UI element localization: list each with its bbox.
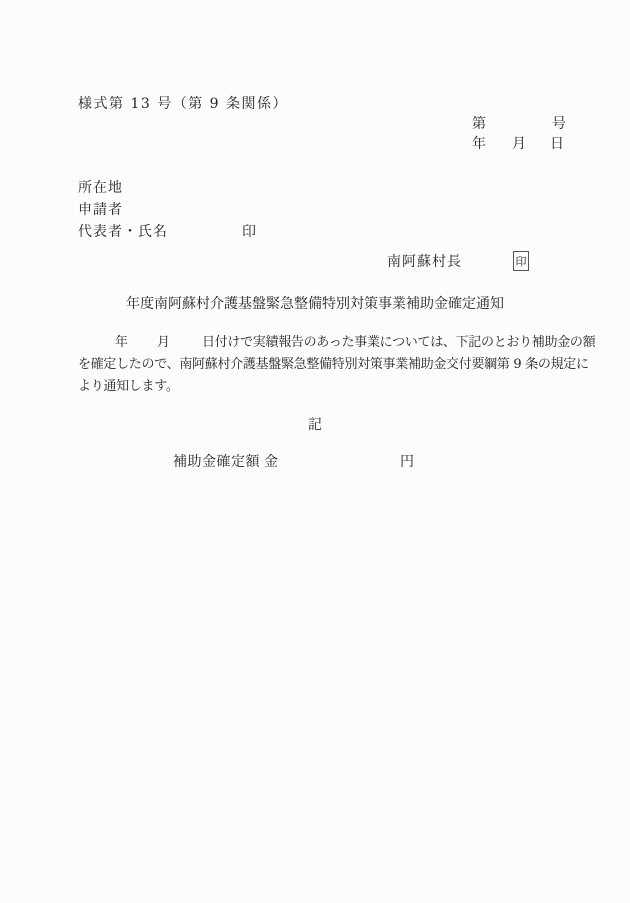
representative-name-label: 代表者・氏名 — [78, 224, 168, 240]
address-label: 所在地 — [78, 180, 123, 196]
body-line-1: 日付けで実績報告のあった事業については、下記のとおり補助金の額 — [202, 335, 596, 350]
body-line-2: を確定したので、南阿蘇村介護基盤緊急整備特別対策事業補助金交付要綱第 9 条の規定に — [78, 357, 589, 372]
representative-seal-mark: 印 — [242, 224, 256, 240]
doc-number-suffix: 号 — [552, 116, 566, 132]
body-line-3: より通知します。 — [78, 379, 179, 394]
date-month-label: 月 — [512, 136, 526, 152]
date-day-label: 日 — [550, 136, 564, 152]
body-month-label: 月 — [157, 335, 170, 350]
doc-number-prefix: 第 — [472, 116, 486, 132]
amount-currency-suffix: 円 — [400, 454, 414, 470]
issuer-title: 南阿蘇村長 — [387, 254, 462, 270]
document-title: 年度南阿蘇村介護基盤緊急整備特別対策事業補助金確定通知 — [126, 296, 504, 312]
date-year-label: 年 — [472, 136, 486, 152]
amount-currency-prefix: 金 — [264, 454, 278, 470]
seal-icon: 印 — [515, 254, 527, 268]
applicant-label: 申請者 — [78, 202, 123, 218]
body-year-label: 年 — [115, 335, 128, 350]
form-number: 様式第 13 号（第 9 条関係） — [78, 96, 289, 112]
issuer-seal-box — [513, 251, 529, 271]
section-marker: 記 — [308, 417, 322, 433]
amount-label: 補助金確定額 — [173, 454, 260, 470]
